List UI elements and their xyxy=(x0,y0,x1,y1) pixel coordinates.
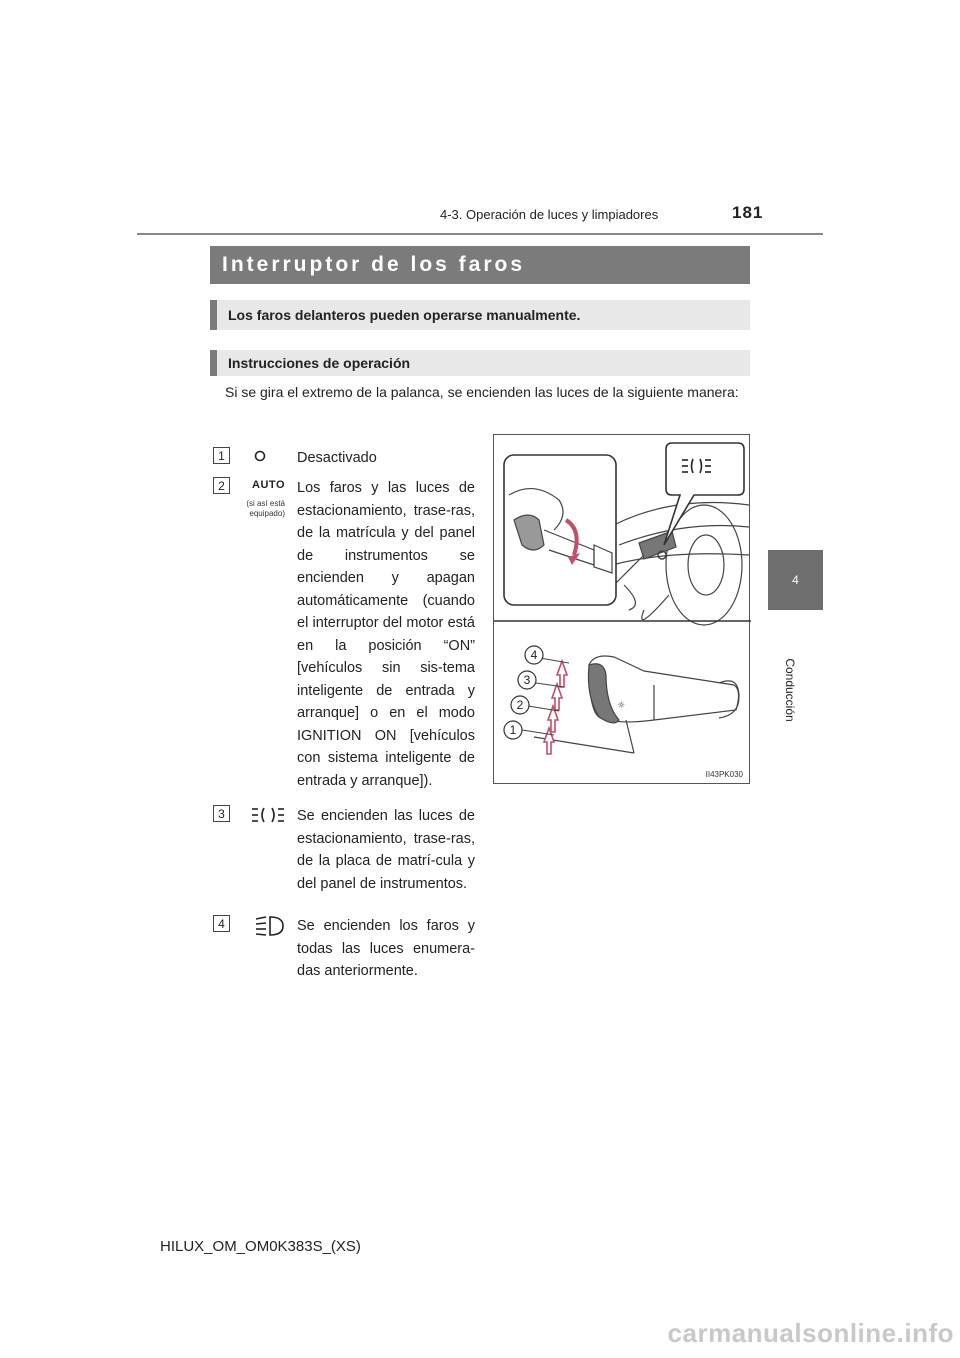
callout-1: 1 xyxy=(509,723,517,737)
chapter-tab-number: 4 xyxy=(792,573,799,587)
illustration-headlight-switch xyxy=(493,434,750,784)
intro-paragraph: Si se gira el extremo de la palanca, se encienden las luces de la siguiente manera: xyxy=(225,384,739,400)
auto-label: AUTO xyxy=(252,479,285,491)
callout-4: 4 xyxy=(530,648,538,662)
lever-illustration xyxy=(494,435,751,785)
item-number: 3 xyxy=(213,805,230,822)
off-icon xyxy=(253,449,267,463)
headlight-icon xyxy=(255,915,285,937)
footer-manual-code: HILUX_OM_OM0K383S_(XS) xyxy=(160,1238,361,1255)
page-title: Interruptor de los faros xyxy=(210,246,750,284)
page-number: 181 xyxy=(732,203,764,222)
subtitle-text: Los faros delanteros pueden operarse manualmente. xyxy=(228,307,581,323)
svg-text:☼: ☼ xyxy=(617,701,626,711)
section-heading-bar xyxy=(210,350,750,376)
watermark: carmanualsonline.info xyxy=(667,1318,954,1348)
subtitle-bar xyxy=(210,300,750,330)
header-divider xyxy=(137,233,823,235)
item-description: Se encienden los faros y todas las luces enumera-das anteriormente. xyxy=(297,918,475,979)
equipment-note: (si así está equipado) xyxy=(246,499,285,518)
item-number: 4 xyxy=(213,915,230,932)
chapter-tab-label: Conducción xyxy=(783,658,797,722)
chapter-tab xyxy=(768,550,823,610)
item-description: Los faros y las luces de estacionamiento, trase-ras, de la matrícula y del panel de instrumentos se encienden y apagan automáticamente (cuando el interruptor del motor está en la posición “ON” [vehículos sin sis-tema inteligente de entrada y arranque] o en el modo IGNITION ON [vehículos con sistema inteligente de entrada y arranque]). xyxy=(297,480,475,789)
item-description: Se encienden las luces de estacionamiento, trase-ras, de la placa de matrí-cula y del panel de instrumentos. xyxy=(297,808,475,892)
parking-lights-icon xyxy=(251,805,285,825)
callout-3: 3 xyxy=(523,673,531,687)
callout-2: 2 xyxy=(516,698,524,712)
item-number: 2 xyxy=(213,477,230,494)
auto-symbol xyxy=(233,479,285,519)
item-description: Desactivado xyxy=(297,450,377,466)
header-section-title: 4-3. Operación de luces y limpiadores xyxy=(440,207,659,222)
section-heading-text: Instrucciones de operación xyxy=(228,355,411,371)
figure-code: II43PK030 xyxy=(705,770,743,779)
item-number: 1 xyxy=(213,447,230,464)
